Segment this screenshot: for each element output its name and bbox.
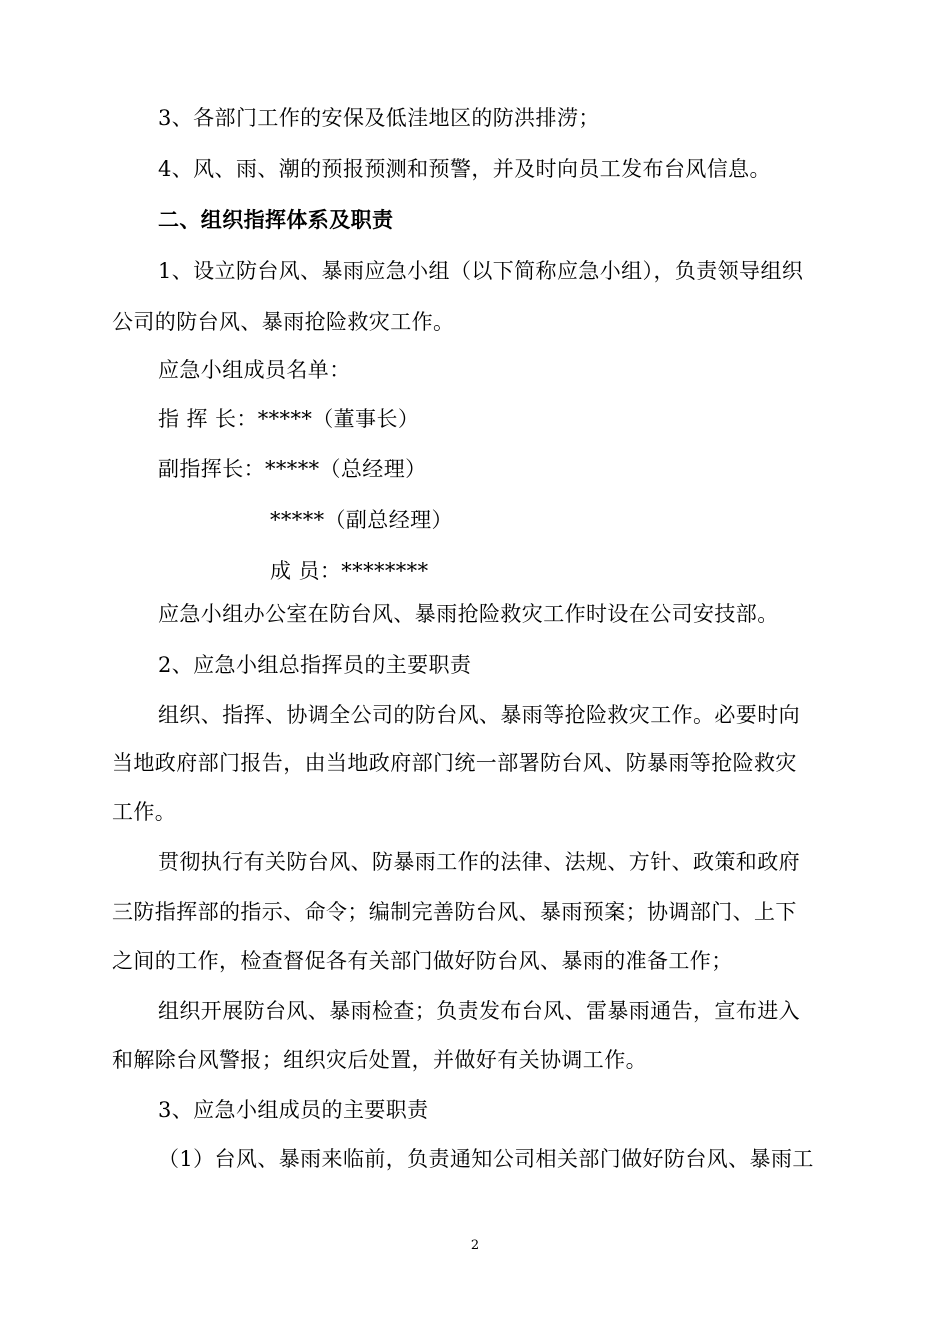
paragraph-line: 贯彻执行有关防台风、防暴雨工作的法律、法规、方针、政策和政府: [158, 850, 800, 874]
paragraph-line: 之间的工作，检查督促各有关部门做好防台风、暴雨的准备工作；: [112, 949, 733, 973]
subsection-heading: 2、应急小组总指挥员的主要职责: [158, 653, 472, 677]
paragraph-line: 组织开展防台风、暴雨检查；负责发布台风、雷暴雨通告，宣布进入: [158, 999, 800, 1023]
page-number: 2: [470, 1238, 480, 1253]
subsection-heading: 3、应急小组成员的主要职责: [158, 1098, 429, 1122]
paragraph-line: 1、设立防台风、暴雨应急小组（以下简称应急小组），负责领导组织: [158, 259, 804, 283]
list-item-4: 4、风、雨、潮的预报预测和预警，并及时向员工发布台风信息。: [158, 157, 771, 181]
paragraph-line: 当地政府部门报告，由当地政府部门统一部署防台风、防暴雨等抢险救灾: [112, 751, 797, 775]
deputy-commander-line: *****（副总经理）: [270, 508, 453, 532]
paragraph-line: 应急小组办公室在防台风、暴雨抢险救灾工作时设在公司安技部。: [158, 602, 779, 626]
member-list-label: 应急小组成员名单：: [158, 358, 351, 382]
members-line: 成 员：********: [270, 559, 429, 583]
paragraph-line: 和解除台风警报；组织灾后处置，并做好有关协调工作。: [112, 1048, 647, 1072]
deputy-commander-line: 副指挥长：*****（总经理）: [158, 457, 427, 481]
paragraph-line: 工作。: [112, 800, 177, 824]
paragraph-line: 公司的防台风、暴雨抢险救灾工作。: [112, 310, 455, 334]
section-heading: 二、组织指挥体系及职责: [158, 207, 394, 232]
paragraph-line: （1）台风、暴雨来临前，负责通知公司相关部门做好防台风、暴雨工: [158, 1147, 814, 1171]
list-item-3: 3、各部门工作的安保及低洼地区的防洪排涝；: [158, 106, 600, 130]
paragraph-line: 组织、指挥、协调全公司的防台风、暴雨等抢险救灾工作。必要时向: [158, 703, 800, 727]
commander-line: 指 挥 长：*****（董事长）: [158, 407, 420, 431]
paragraph-line: 三防指挥部的指示、命令；编制完善防台风、暴雨预案；协调部门、上下: [112, 900, 797, 924]
